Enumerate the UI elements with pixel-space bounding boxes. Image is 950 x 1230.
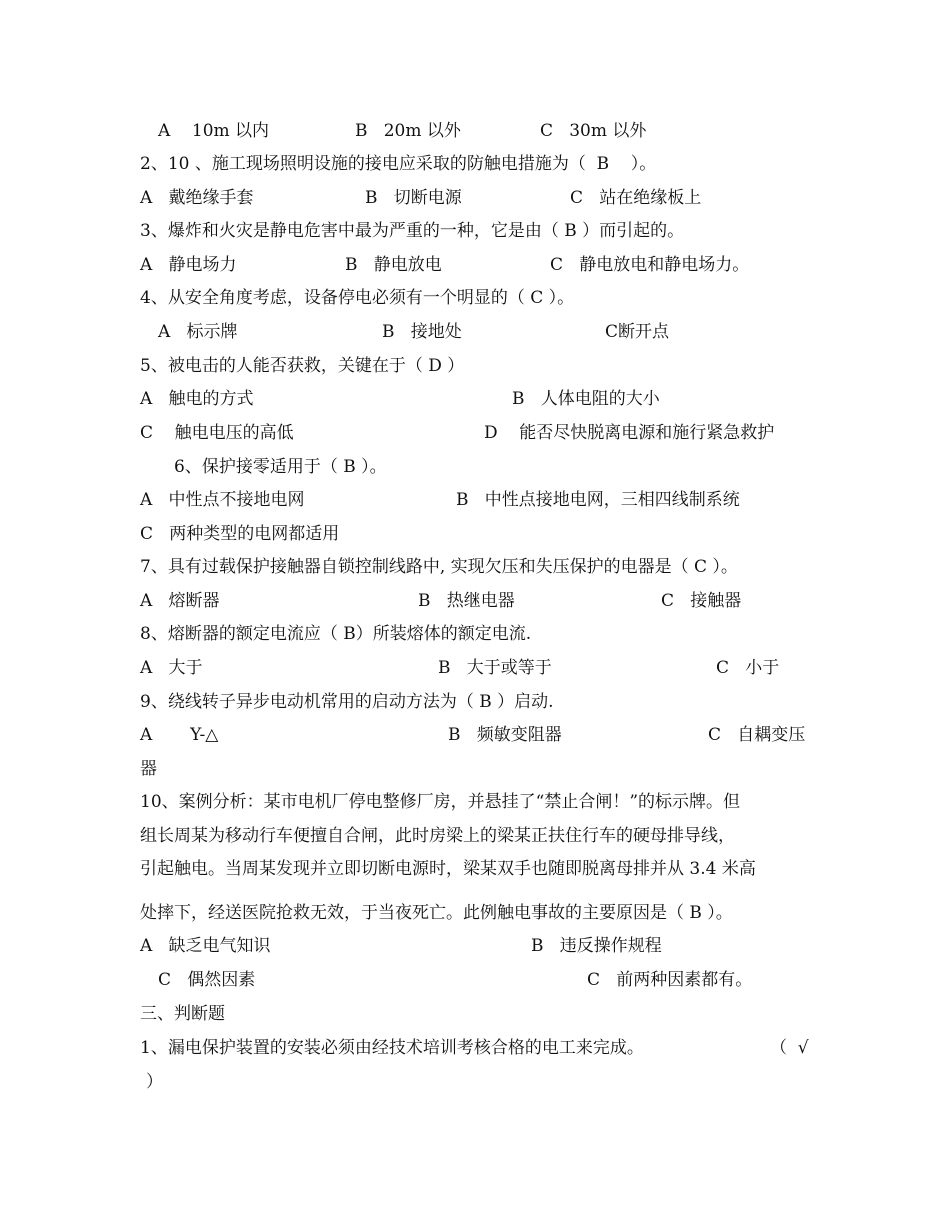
judgment-1-stem: 1、漏电保护装置的安装必须由经技术培训考核合格的电工来完成。 [140,1038,644,1058]
q10-line-3: 引起触电。当周某发现并立即切断电源时，梁某双手也随即脱离母排并从 3.4 米高 [140,859,756,879]
q2-option-a: A 戴绝缘手套 [140,188,254,208]
q9-option-b: B 频敏变阻器 [448,725,562,745]
q8-option-a: A 大于 [140,658,203,678]
q5-stem: 5、被电击的人能否获救，关键在于（ D ） [140,356,465,376]
q8-options [0,657,950,679]
q3-option-c: C 静电放电和静电场力。 [550,255,750,275]
q2-option-c: C 站在绝缘板上 [570,188,702,208]
q5-option-a: A 触电的方式 [140,389,254,409]
q4-option-c: C断开点 [605,322,670,342]
q7-option-a: A 熔断器 [140,591,220,611]
q10-option-d: C 前两种因素都有。 [587,970,753,990]
q4-options [0,321,950,343]
q8-option-c: C 小于 [716,658,780,678]
q5-options-row1 [0,388,950,410]
q7-options [0,590,950,612]
q9-stem: 9、绕线转子异步电动机常用的启动方法为（ B ）启动. [140,692,554,712]
q4-stem: 4、从安全角度考虑，设备停电必须有一个明显的（ C ）。 [140,288,575,308]
q8-stem: 8、熔断器的额定电流应（ B）所装熔体的额定电流. [140,624,532,644]
q4-option-a: A 标示牌 [158,322,238,342]
q10-line-1: 10、案例分析：某市电机厂停电整修厂房，并悬挂了“禁止合闸！”的标示牌。但 [140,792,741,812]
section-heading: 三、判断题 [140,1004,225,1024]
q5-option-b: B 人体电阻的大小 [512,389,660,409]
q6-options-row1 [0,489,950,511]
q2-stem: 2、10 、施工现场照明设施的接电应采取的防触电措施为（ B ）。 [140,154,657,174]
q10-option-b: B 违反操作规程 [531,936,662,956]
q5-option-c: C 触电电压的高低 [140,423,294,443]
q9-option-a: A Y-△ [140,725,219,745]
judgment-1-answer-close: ） [146,1072,163,1092]
q10-line-4: 处摔下，经送医院抢救无效，于当夜死亡。此例触电事故的主要原因是（ B ）。 [140,903,733,923]
q10-option-a: A 缺乏电气知识 [140,936,271,956]
q10-options-row2 [0,969,950,991]
q1-option-c: C 30m 以外 [540,121,647,141]
q10-options-row1 [0,935,950,957]
q3-option-a: A 静电场力 [140,255,237,275]
q2-options [0,187,950,209]
q7-option-b: B 热继电器 [418,591,515,611]
q3-options [0,254,950,276]
q7-stem: 7、具有过载保护接触器自锁控制线路中, 实现欠压和失压保护的电器是（ C ）。 [140,557,738,577]
q1-option-b: B 20m 以外 [355,121,461,141]
q1-options [0,120,950,142]
q8-option-b: B 大于或等于 [438,658,552,678]
q10-option-c: C 偶然因素 [158,970,256,990]
q6-option-a: A 中性点不接地电网 [140,490,305,510]
q1-option-a: A 10m 以内 [158,121,270,141]
q6-option-b: B 中性点接地电网，三相四线制系统 [456,490,740,510]
q9-option-c-continuation: 器 [140,759,157,779]
q3-option-b: B 静电放电 [345,255,442,275]
q9-option-c: C 自耦变压 [708,725,806,745]
q9-options [0,724,950,746]
q10-line-2: 组长周某为移动行车便擅自合闸，此时房梁上的梁某正扶住行车的硬母排导线， [140,826,735,846]
q2-option-b: B 切断电源 [365,188,462,208]
q6-option-c: C 两种类型的电网都适用 [140,524,340,544]
q3-stem: 3、爆炸和火灾是静电危害中最为严重的一种，它是由（ B ）而引起的。 [140,221,685,241]
judgment-1-answer-open: （ √ [770,1038,809,1058]
q6-stem: 6、保护接零适用于（ B ）。 [174,457,387,477]
q7-option-c: C 接触器 [661,591,742,611]
q4-option-b: B 接地处 [382,322,462,342]
q5-options-row2 [0,422,950,444]
q5-option-d: D 能否尽快脱离电源和施行紧急救护 [484,423,775,443]
